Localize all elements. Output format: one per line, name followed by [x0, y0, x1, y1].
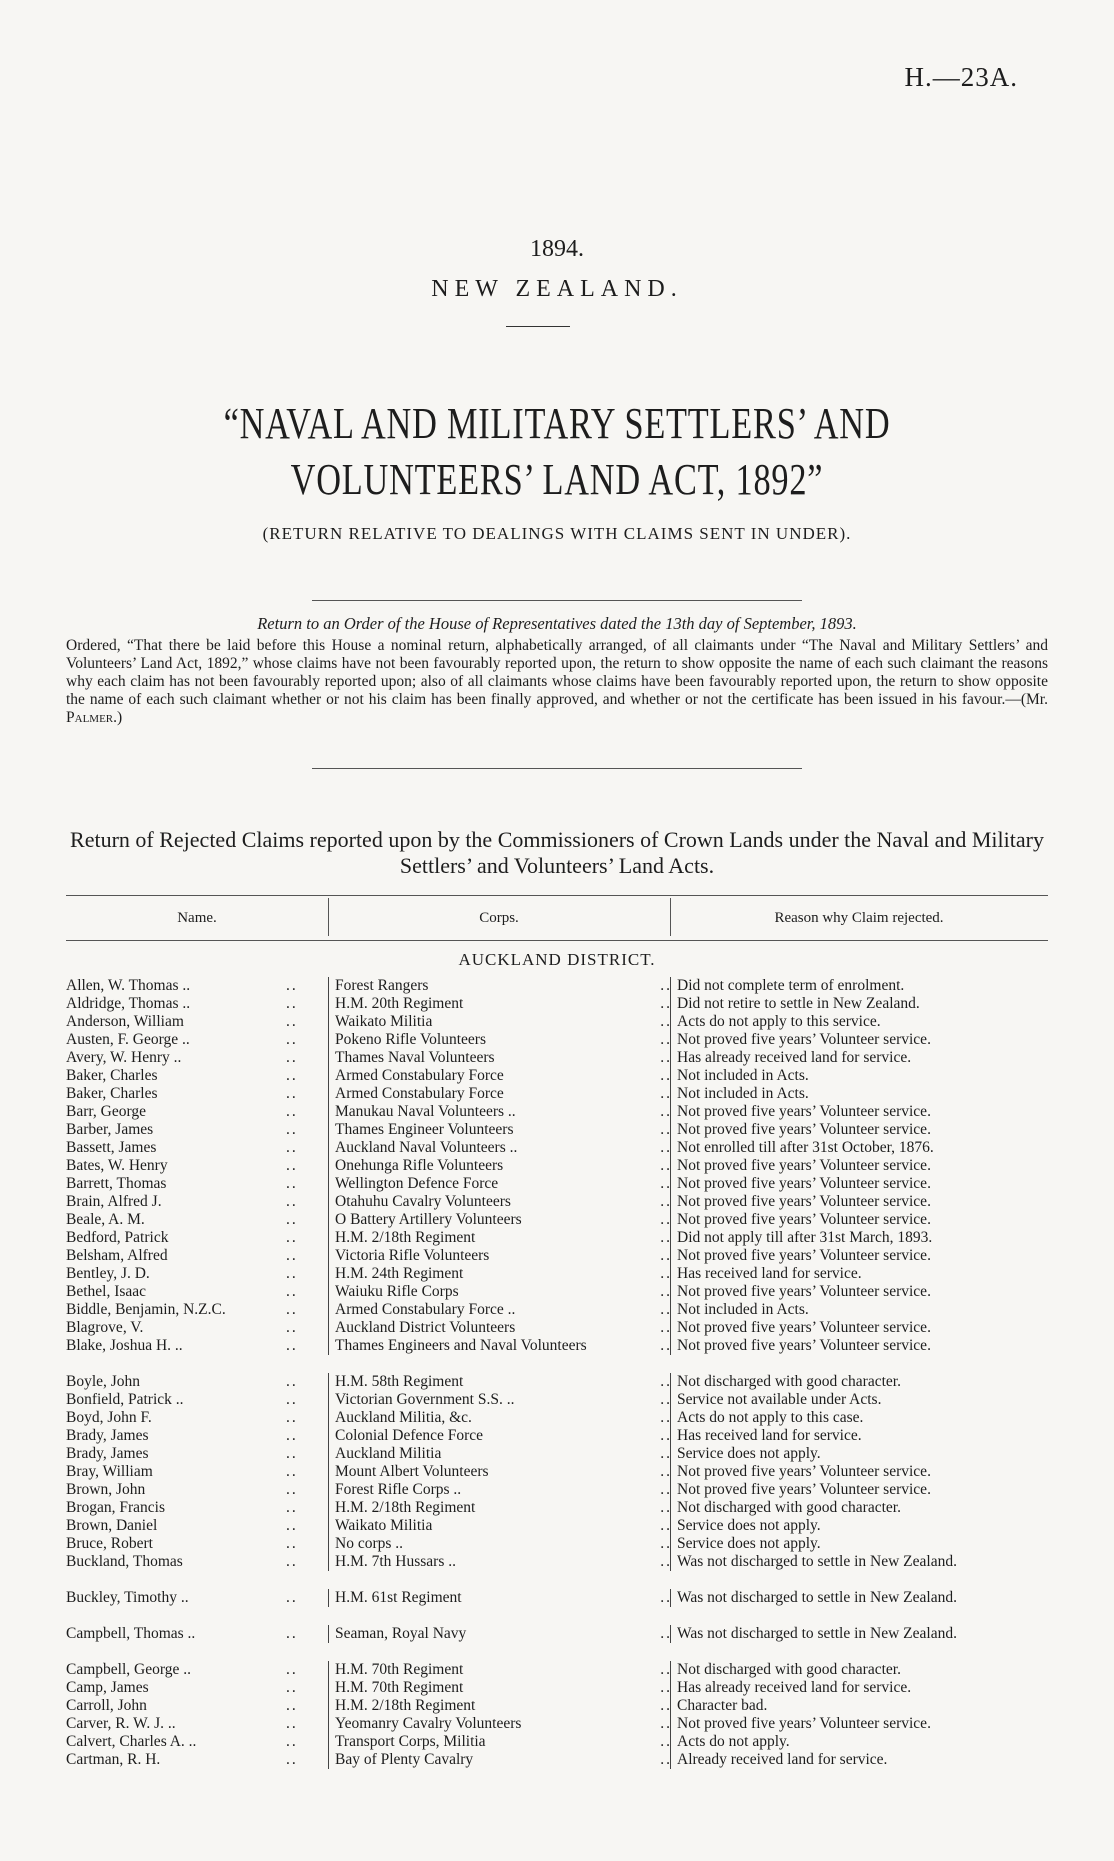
- table-row: [66, 1067, 1048, 1085]
- leader-dots: ..: [286, 1733, 298, 1750]
- claimant-name: Campbell, Thomas ..: [66, 1625, 196, 1642]
- corps-text: Thames Engineers and Naval Volunteers: [335, 1337, 591, 1354]
- claimant-name: Carver, R. W. J. ..: [66, 1715, 176, 1732]
- claimant-name: Camp, James: [66, 1679, 149, 1696]
- claimant-name: Brown, Daniel: [66, 1517, 158, 1534]
- table-row: [66, 1481, 1048, 1499]
- leader-dots: ..: [660, 1391, 672, 1408]
- leader-dots: ..: [660, 1247, 672, 1264]
- corps-cell: [328, 1175, 675, 1193]
- leader-dots: ..: [286, 1715, 298, 1732]
- leader-dots: ..: [286, 1517, 298, 1534]
- claimant-name: Carroll, John: [66, 1697, 147, 1714]
- table-row: [66, 1175, 1048, 1193]
- corps-text: H.M. 70th Regiment: [335, 1679, 467, 1696]
- divider: [312, 600, 802, 601]
- leader-dots: ..: [286, 1319, 298, 1336]
- claimant-name: Boyle, John: [66, 1373, 141, 1390]
- leader-dots: ..: [286, 1301, 298, 1318]
- rejection-reason: Service not available under Acts.: [670, 1391, 1049, 1409]
- rejection-reason: Not proved five years’ Volunteer service.: [670, 1157, 1049, 1175]
- corps-cell: [328, 1517, 675, 1535]
- corps-text: H.M. 2/18th Regiment: [335, 1697, 479, 1714]
- corps-text: Mount Albert Volunteers: [335, 1463, 493, 1480]
- leader-dots: ..: [286, 1211, 298, 1228]
- rejection-reason: Not proved five years’ Volunteer service.: [670, 1283, 1049, 1301]
- claimant-name: Brady, James: [66, 1427, 149, 1444]
- claimant-name: Anderson, William: [66, 1013, 184, 1030]
- corps-text: Waiuku Rifle Corps: [335, 1283, 463, 1300]
- leader-dots: ..: [286, 1499, 298, 1516]
- corps-text: Forest Rifle Corps ..: [335, 1481, 465, 1498]
- corps-text: H.M. 7th Hussars ..: [335, 1553, 460, 1570]
- rejection-reason: Acts do not apply to this case.: [670, 1409, 1049, 1427]
- column-header-corps: Corps.: [479, 910, 519, 926]
- rejection-reason: Service does not apply.: [670, 1535, 1049, 1553]
- leader-dots: ..: [286, 1193, 298, 1210]
- corps-text: Manukau Naval Volunteers ..: [335, 1103, 520, 1120]
- leader-dots: ..: [286, 1103, 298, 1120]
- corps-text: H.M. 2/18th Regiment: [335, 1499, 479, 1516]
- leader-dots: ..: [286, 1661, 298, 1678]
- corps-text: Onehunga Rifle Volunteers: [335, 1157, 507, 1174]
- table-row: [66, 1463, 1048, 1481]
- corps-text: Waikato Militia: [335, 1013, 436, 1030]
- country-heading: NEW ZEALAND.: [431, 276, 683, 302]
- table-row: [66, 1211, 1048, 1229]
- leader-dots: ..: [660, 1427, 672, 1444]
- leader-dots: ..: [660, 1463, 672, 1480]
- leader-dots: ..: [286, 1229, 298, 1246]
- corps-cell: [328, 1013, 675, 1031]
- leader-dots: ..: [660, 1445, 672, 1462]
- table-row: [66, 1247, 1048, 1265]
- corps-cell: [328, 1589, 675, 1607]
- leader-dots: ..: [286, 1535, 298, 1552]
- leader-dots: ..: [660, 1517, 672, 1534]
- leader-dots: ..: [660, 1301, 672, 1318]
- leader-dots: ..: [660, 1319, 672, 1336]
- claimant-name: Brady, James: [66, 1445, 149, 1462]
- rejection-reason: Already received land for service.: [670, 1751, 1049, 1769]
- claimant-name: Bray, William: [66, 1463, 153, 1480]
- leader-dots: ..: [286, 1247, 298, 1264]
- corps-cell: [328, 1211, 675, 1229]
- corps-cell: [328, 1103, 675, 1121]
- corps-cell: [328, 1733, 675, 1751]
- rejection-reason: Not proved five years’ Volunteer service.: [670, 1463, 1049, 1481]
- leader-dots: ..: [660, 1031, 672, 1048]
- leader-dots: ..: [660, 1499, 672, 1516]
- corps-cell: [328, 1139, 675, 1157]
- corps-cell: [328, 1535, 675, 1553]
- rejection-reason: Not proved five years’ Volunteer service.: [670, 1103, 1049, 1121]
- corps-cell: [328, 1427, 675, 1445]
- page-reference: H.—23A.: [904, 62, 1018, 92]
- table-row: [66, 1139, 1048, 1157]
- divider: [506, 326, 570, 327]
- leader-dots: ..: [286, 1589, 298, 1606]
- leader-dots: ..: [660, 1157, 672, 1174]
- table-row: [66, 1265, 1048, 1283]
- corps-cell: [328, 1661, 675, 1679]
- leader-dots: ..: [286, 1427, 298, 1444]
- table-row: [66, 1553, 1048, 1589]
- corps-text: H.M. 61st Regiment: [335, 1589, 466, 1606]
- leader-dots: ..: [660, 1481, 672, 1498]
- leader-dots: ..: [660, 977, 672, 994]
- document-year: 1894.: [530, 236, 584, 262]
- claimant-name: Bentley, J. D.: [66, 1265, 150, 1282]
- claimant-name: Brogan, Francis: [66, 1499, 166, 1516]
- leader-dots: ..: [286, 1409, 298, 1426]
- corps-cell: [328, 1049, 675, 1067]
- leader-dots: ..: [286, 1265, 298, 1282]
- corps-cell: [328, 1121, 675, 1139]
- table-row: [66, 1715, 1048, 1733]
- rejection-reason: Not proved five years’ Volunteer service.: [670, 1247, 1049, 1265]
- order-heading: Return to an Order of the House of Representatives dated the 13th day of September, 1893.: [257, 614, 857, 633]
- claimant-name: Bethel, Isaac: [66, 1283, 147, 1300]
- leader-dots: ..: [286, 1283, 298, 1300]
- leader-dots: ..: [660, 1103, 672, 1120]
- rejection-reason: Did not complete term of enrolment.: [670, 977, 1049, 995]
- leader-dots: ..: [660, 1697, 672, 1714]
- leader-dots: ..: [660, 1553, 672, 1570]
- table-row: [66, 1319, 1048, 1337]
- leader-dots: ..: [286, 995, 298, 1012]
- corps-cell: [328, 1679, 675, 1697]
- leader-dots: ..: [286, 1751, 298, 1768]
- leader-dots: ..: [660, 1283, 672, 1300]
- table-row: [66, 977, 1048, 995]
- claimant-name: Bonfield, Patrick ..: [66, 1391, 184, 1408]
- return-heading: Return of Rejected Claims reported upon by the Commissioners of Crown Lands under the Naval and Military Settlers’ and Volunteers’ Land Acts.: [70, 827, 1044, 878]
- leader-dots: ..: [660, 1193, 672, 1210]
- corps-cell: [328, 1553, 675, 1571]
- table-row: [66, 995, 1048, 1013]
- corps-cell: [328, 1247, 675, 1265]
- leader-dots: ..: [286, 1679, 298, 1696]
- table-row: [66, 1589, 1048, 1625]
- corps-text: Forest Rangers: [335, 977, 432, 994]
- table-row: [66, 1085, 1048, 1103]
- leader-dots: ..: [660, 1625, 672, 1642]
- leader-dots: ..: [660, 1373, 672, 1390]
- corps-text: Auckland Militia: [335, 1445, 445, 1462]
- table-row: [66, 1679, 1048, 1697]
- district-heading: AUCKLAND DISTRICT.: [458, 950, 656, 969]
- leader-dots: ..: [660, 1085, 672, 1102]
- corps-cell: [328, 1499, 675, 1517]
- corps-cell: [328, 1283, 675, 1301]
- corps-text: H.M. 24th Regiment: [335, 1265, 467, 1282]
- leader-dots: ..: [286, 1463, 298, 1480]
- claimant-name: Cartman, R. H.: [66, 1751, 161, 1768]
- leader-dots: ..: [286, 1553, 298, 1570]
- table-row: [66, 1337, 1048, 1373]
- table-row: [66, 1103, 1048, 1121]
- rejection-reason: Not discharged with good character.: [670, 1373, 1049, 1391]
- leader-dots: ..: [286, 1175, 298, 1192]
- claimant-name: Belsham, Alfred: [66, 1247, 168, 1264]
- rejection-reason: Not enrolled till after 31st October, 1876.: [670, 1139, 1049, 1157]
- rejection-reason: Not discharged with good character.: [670, 1499, 1049, 1517]
- claimant-name: Baker, Charles: [66, 1085, 158, 1102]
- claimant-name: Austen, F. George ..: [66, 1031, 190, 1048]
- leader-dots: ..: [286, 1373, 298, 1390]
- corps-text: Armed Constabulary Force: [335, 1085, 508, 1102]
- rejection-reason: Has received land for service.: [670, 1265, 1049, 1283]
- leader-dots: ..: [660, 1715, 672, 1732]
- corps-text: Victorian Government S.S. ..: [335, 1391, 518, 1408]
- corps-cell: [328, 995, 675, 1013]
- order-text: Ordered, “That there be laid before this House a nominal return, alphabetically arranged, of all claimants under “The Naval and Military Settlers’ and Volunteers’ Land Act, 1892,” whose claims have not been favourably reported upon, the return to show opposite the name of each such claimant the reasons why each claim has not been favourably reported upon; also of all claimants whose claims have been favourably reported upon, the return to show opposite the name of each such claimant whether or not his claim has been finally approved, and whether or not the certificate has been issued in his favour.—(Mr. Palmer.): [66, 637, 1048, 726]
- table-row: [66, 1697, 1048, 1715]
- claimant-name: Bates, W. Henry: [66, 1157, 168, 1174]
- claimant-name: Allen, W. Thomas ..: [66, 977, 191, 994]
- corps-text: Bay of Plenty Cavalry: [335, 1751, 477, 1768]
- leader-dots: ..: [286, 1013, 298, 1030]
- rejection-reason: Not proved five years’ Volunteer service.: [670, 1121, 1049, 1139]
- corps-text: Auckland Naval Volunteers ..: [335, 1139, 521, 1156]
- claimant-name: Brain, Alfred J.: [66, 1193, 162, 1210]
- claimant-name: Calvert, Charles A. ..: [66, 1733, 197, 1750]
- corps-text: Thames Engineer Volunteers: [335, 1121, 518, 1138]
- leader-dots: ..: [660, 1211, 672, 1228]
- rejection-reason: Not proved five years’ Volunteer service.: [670, 1175, 1049, 1193]
- corps-cell: [328, 1337, 675, 1355]
- corps-cell: [328, 1697, 675, 1715]
- leader-dots: ..: [660, 1751, 672, 1768]
- table-row: [66, 1283, 1048, 1301]
- table-row: [66, 1409, 1048, 1427]
- claimant-name: Boyd, John F.: [66, 1409, 152, 1426]
- leader-dots: ..: [660, 1067, 672, 1084]
- corps-cell: [328, 1715, 675, 1733]
- claimant-name: Barrett, Thomas: [66, 1175, 167, 1192]
- corps-cell: [328, 1373, 675, 1391]
- table-row: [66, 1013, 1048, 1031]
- leader-dots: ..: [286, 1157, 298, 1174]
- leader-dots: ..: [660, 1535, 672, 1552]
- corps-text: Auckland Militia, &c.: [335, 1409, 476, 1426]
- leader-dots: ..: [286, 1067, 298, 1084]
- rejection-reason: Not included in Acts.: [670, 1301, 1049, 1319]
- corps-cell: [328, 1085, 675, 1103]
- rejection-reason: Not proved five years’ Volunteer service.: [670, 1031, 1049, 1049]
- corps-text: Wellington Defence Force: [335, 1175, 502, 1192]
- rejection-reason: Not proved five years’ Volunteer service.: [670, 1211, 1049, 1229]
- leader-dots: ..: [286, 1139, 298, 1156]
- corps-text: O Battery Artillery Volunteers: [335, 1211, 526, 1228]
- corps-cell: [328, 1265, 675, 1283]
- claimant-name: Buckley, Timothy ..: [66, 1589, 189, 1606]
- table-row: [66, 1391, 1048, 1409]
- corps-text: Victoria Rifle Volunteers: [335, 1247, 493, 1264]
- corps-cell: [328, 1409, 675, 1427]
- table-row: [66, 1751, 1048, 1769]
- rejection-reason: Character bad.: [670, 1697, 1049, 1715]
- table-row: [66, 1499, 1048, 1517]
- divider: [312, 768, 802, 769]
- corps-cell: [328, 1481, 675, 1499]
- claimant-name: Blake, Joshua H. ..: [66, 1337, 183, 1354]
- table-row: [66, 1625, 1048, 1661]
- corps-cell: [328, 1625, 675, 1643]
- corps-cell: [328, 1157, 675, 1175]
- corps-cell: [328, 1301, 675, 1319]
- table-row: [66, 1157, 1048, 1175]
- corps-text: H.M. 2/18th Regiment: [335, 1229, 479, 1246]
- leader-dots: ..: [286, 1085, 298, 1102]
- rejection-reason: Was not discharged to settle in New Zealand.: [670, 1553, 1049, 1571]
- claimant-name: Barber, James: [66, 1121, 154, 1138]
- leader-dots: ..: [660, 1265, 672, 1282]
- leader-dots: ..: [660, 995, 672, 1012]
- leader-dots: ..: [660, 1589, 672, 1606]
- corps-text: Seaman, Royal Navy: [335, 1625, 470, 1642]
- leader-dots: ..: [660, 1337, 672, 1354]
- corps-text: Thames Naval Volunteers: [335, 1049, 499, 1066]
- claimant-name: Bassett, James: [66, 1139, 157, 1156]
- leader-dots: ..: [286, 1481, 298, 1498]
- rejection-reason: Service does not apply.: [670, 1445, 1049, 1463]
- corps-text: H.M. 58th Regiment: [335, 1373, 467, 1390]
- corps-cell: [328, 1751, 675, 1769]
- leader-dots: ..: [660, 1049, 672, 1066]
- leader-dots: ..: [286, 977, 298, 994]
- table-row: [66, 1517, 1048, 1535]
- leader-dots: ..: [660, 1733, 672, 1750]
- corps-cell: [328, 1229, 675, 1247]
- leader-dots: ..: [286, 1697, 298, 1714]
- corps-text: Transport Corps, Militia: [335, 1733, 490, 1750]
- table-row: [66, 1193, 1048, 1211]
- leader-dots: ..: [660, 1139, 672, 1156]
- rejection-reason: Not proved five years’ Volunteer service.: [670, 1481, 1049, 1499]
- corps-text: Waikato Militia: [335, 1517, 436, 1534]
- rejection-reason: Not included in Acts.: [670, 1067, 1049, 1085]
- leader-dots: ..: [660, 1175, 672, 1192]
- table-row: [66, 1301, 1048, 1319]
- corps-cell: [328, 1067, 675, 1085]
- corps-cell: [328, 1445, 675, 1463]
- table-row: [66, 1121, 1048, 1139]
- document-title: “NAVAL AND MILITARY SETTLERS’ AND VOLUNTEERS’ LAND ACT, 1892”: [223, 399, 891, 504]
- corps-text: H.M. 70th Regiment: [335, 1661, 467, 1678]
- claimant-name: Avery, W. Henry ..: [66, 1049, 182, 1066]
- leader-dots: ..: [286, 1337, 298, 1354]
- leader-dots: ..: [660, 1679, 672, 1696]
- leader-dots: ..: [286, 1625, 298, 1642]
- claimant-name: Biddle, Benjamin, N.Z.C.: [66, 1301, 226, 1318]
- rejection-reason: Service does not apply.: [670, 1517, 1049, 1535]
- leader-dots: ..: [660, 1013, 672, 1030]
- rejection-reason: Not proved five years’ Volunteer service.: [670, 1715, 1049, 1733]
- leader-dots: ..: [660, 1661, 672, 1678]
- claimant-name: Aldridge, Thomas ..: [66, 995, 191, 1012]
- claimant-name: Bruce, Robert: [66, 1535, 153, 1552]
- rejection-reason: Has already received land for service.: [670, 1049, 1049, 1067]
- corps-text: H.M. 20th Regiment: [335, 995, 467, 1012]
- rejection-reason: Not proved five years’ Volunteer service.: [670, 1193, 1049, 1211]
- leader-dots: ..: [286, 1445, 298, 1462]
- rejection-reason: Has already received land for service.: [670, 1679, 1049, 1697]
- leader-dots: ..: [286, 1391, 298, 1408]
- table-row: [66, 1535, 1048, 1553]
- rejection-reason: Has received land for service.: [670, 1427, 1049, 1445]
- table-row: [66, 1445, 1048, 1463]
- corps-cell: [328, 1463, 675, 1481]
- corps-text: Armed Constabulary Force ..: [335, 1301, 519, 1318]
- corps-cell: [328, 1031, 675, 1049]
- rejection-reason: Not proved five years’ Volunteer service.: [670, 1319, 1049, 1337]
- rejection-reason: Was not discharged to settle in New Zealand.: [670, 1625, 1049, 1643]
- column-header-reason: Reason why Claim rejected.: [774, 910, 944, 926]
- table-row: [66, 1427, 1048, 1445]
- column-header-name: Name.: [177, 910, 217, 926]
- rejection-reason: Not included in Acts.: [670, 1085, 1049, 1103]
- rejection-reason: Did not apply till after 31st March, 1893.: [670, 1229, 1049, 1247]
- claimant-name: Buckland, Thomas: [66, 1553, 183, 1570]
- table-row: [66, 1229, 1048, 1247]
- leader-dots: ..: [286, 1031, 298, 1048]
- claimant-name: Beale, A. M.: [66, 1211, 145, 1228]
- leader-dots: ..: [660, 1409, 672, 1426]
- claimant-name: Brown, John: [66, 1481, 146, 1498]
- claimant-name: Bedford, Patrick: [66, 1229, 169, 1246]
- table-row: [66, 1049, 1048, 1067]
- corps-cell: [328, 1391, 675, 1409]
- table-row: [66, 1031, 1048, 1049]
- claimant-name: Baker, Charles: [66, 1067, 158, 1084]
- corps-text: Auckland District Volunteers: [335, 1319, 519, 1336]
- claimant-name: Barr, George: [66, 1103, 147, 1120]
- table-header: [66, 895, 1048, 941]
- corps-text: No corps ..: [335, 1535, 407, 1552]
- claims-table-body: [66, 977, 1048, 1769]
- corps-text: Armed Constabulary Force: [335, 1067, 508, 1084]
- corps-cell: [328, 977, 675, 995]
- claimant-name: Campbell, George ..: [66, 1661, 191, 1678]
- corps-cell: [328, 1319, 675, 1337]
- claimant-name: Blagrove, V.: [66, 1319, 144, 1336]
- rejection-reason: Acts do not apply.: [670, 1733, 1049, 1751]
- leader-dots: ..: [286, 1049, 298, 1066]
- leader-dots: ..: [660, 1229, 672, 1246]
- rejection-reason: Not discharged with good character.: [670, 1661, 1049, 1679]
- corps-text: Otahuhu Cavalry Volunteers: [335, 1193, 515, 1210]
- table-row: [66, 1733, 1048, 1751]
- table-row: [66, 1661, 1048, 1679]
- leader-dots: ..: [286, 1121, 298, 1138]
- rejection-reason: Acts do not apply to this service.: [670, 1013, 1049, 1031]
- table-row: [66, 1373, 1048, 1391]
- document-subtitle: (RETURN RELATIVE TO DEALINGS WITH CLAIMS SENT IN UNDER).: [262, 524, 852, 543]
- corps-text: Yeomanry Cavalry Volunteers: [335, 1715, 525, 1732]
- corps-text: Pokeno Rifle Volunteers: [335, 1031, 490, 1048]
- corps-text: Colonial Defence Force: [335, 1427, 487, 1444]
- rejection-reason: Not proved five years’ Volunteer service.: [670, 1337, 1049, 1355]
- corps-cell: [328, 1193, 675, 1211]
- rejection-reason: Did not retire to settle in New Zealand.: [670, 995, 1049, 1013]
- leader-dots: ..: [660, 1121, 672, 1138]
- rejection-reason: Was not discharged to settle in New Zealand.: [670, 1589, 1049, 1607]
